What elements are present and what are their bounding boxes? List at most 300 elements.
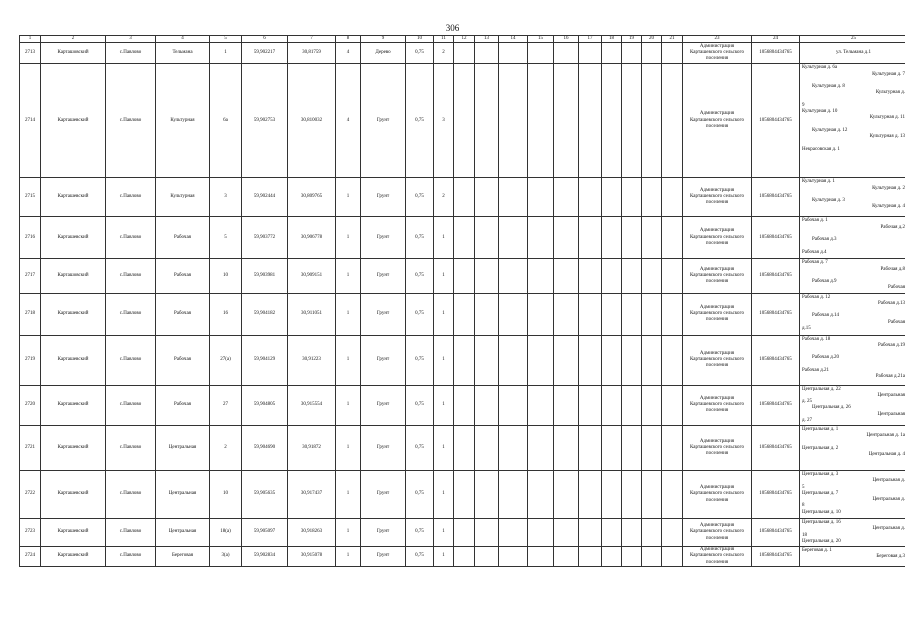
table-cell: Карташевский xyxy=(41,519,106,547)
table-cell: 30,909151 xyxy=(288,259,336,293)
address-line: ул. Тельмана д.1 xyxy=(836,50,871,56)
empty-cell xyxy=(528,426,554,471)
empty-cell xyxy=(499,547,528,567)
empty-cell xyxy=(622,519,642,547)
empty-cell xyxy=(528,217,554,259)
table-cell: с.Павлово xyxy=(106,426,156,471)
address-line: Центральная д. 10 xyxy=(802,509,841,515)
address-line: Центральная д. 7 xyxy=(802,490,839,496)
table-cell: 0,75 xyxy=(406,64,434,178)
organization-cell: Администрация Карташевского сельского поселения xyxy=(683,426,752,471)
table-cell: 3(а) xyxy=(210,547,242,567)
empty-cell xyxy=(528,471,554,519)
empty-cell xyxy=(602,217,622,259)
empty-cell xyxy=(528,385,554,426)
table-cell: 1 xyxy=(434,385,454,426)
empty-cell xyxy=(454,519,475,547)
table-cell: 1 xyxy=(336,471,361,519)
empty-cell xyxy=(475,519,499,547)
empty-cell xyxy=(662,519,683,547)
table-cell: Карташевский xyxy=(41,335,106,385)
column-number: 19 xyxy=(622,36,642,43)
address-line: Рабочая д. 12 xyxy=(802,294,831,300)
table-cell: Грунт xyxy=(361,519,406,547)
registration-number-cell: 1056804434765 xyxy=(752,64,800,178)
address-line: Рабочая д.2 xyxy=(880,224,905,230)
empty-cell xyxy=(602,519,622,547)
table-cell: Рабочая xyxy=(156,217,210,259)
address-line: 5 xyxy=(802,484,805,490)
column-number: 23 xyxy=(683,36,752,43)
table-cell: Карташевский xyxy=(41,293,106,335)
table-cell: 2722 xyxy=(20,471,41,519)
empty-cell xyxy=(642,217,662,259)
table-cell: 59,904129 xyxy=(242,335,288,385)
served-addresses-cell xyxy=(800,178,905,217)
address-line: Рабочая д.4 xyxy=(802,249,827,255)
address-line: Культурная д. 13 xyxy=(869,134,905,139)
served-addresses-cell xyxy=(800,426,905,471)
table-cell: 2719 xyxy=(20,335,41,385)
table-cell: 0,75 xyxy=(406,547,434,567)
empty-cell xyxy=(475,64,499,178)
empty-cell xyxy=(602,64,622,178)
organization-cell: Администрация Карташевского сельского поселения xyxy=(683,471,752,519)
table-cell: с.Павлово xyxy=(106,64,156,178)
table-cell: 30,917437 xyxy=(288,471,336,519)
empty-cell xyxy=(602,335,622,385)
registration-number-cell: 1056804434765 xyxy=(752,385,800,426)
table-cell: 1 xyxy=(434,547,454,567)
address-line: Центральная д. 1а xyxy=(866,433,905,439)
empty-cell xyxy=(579,64,602,178)
table-row xyxy=(20,519,905,547)
address-line: Центральная д. 3 xyxy=(802,472,839,477)
address-line: Некрасовская д. 1 xyxy=(802,146,840,152)
address-line: Центральная д. 22 xyxy=(802,386,841,392)
table-cell: 1 xyxy=(336,519,361,547)
empty-cell xyxy=(454,471,475,519)
empty-cell xyxy=(662,426,683,471)
served-addresses-cell xyxy=(800,259,905,293)
table-row xyxy=(20,64,905,178)
table-cell: Рабочая xyxy=(156,293,210,335)
column-number: 21 xyxy=(662,36,683,43)
organization-cell: Администрация Карташевского сельского поселения xyxy=(683,547,752,567)
empty-cell xyxy=(662,64,683,178)
empty-cell xyxy=(554,178,579,217)
address-line: д.15 xyxy=(802,325,811,331)
empty-cell xyxy=(528,64,554,178)
empty-cell xyxy=(602,43,622,64)
table-cell: с.Павлово xyxy=(106,519,156,547)
empty-cell xyxy=(579,471,602,519)
column-number: 20 xyxy=(642,36,662,43)
empty-cell xyxy=(499,217,528,259)
address-line: Центральная д. xyxy=(872,526,905,532)
column-number: 25 xyxy=(800,36,905,43)
column-number: 10 xyxy=(406,36,434,43)
organization-cell: Администрация Карташевского сельского поселения xyxy=(683,217,752,259)
table-cell: 1 xyxy=(434,335,454,385)
address-line: Культурная д. 11 xyxy=(869,115,905,121)
table-cell: 0,75 xyxy=(406,43,434,64)
table-cell: 2716 xyxy=(20,217,41,259)
table-cell: 2 xyxy=(434,43,454,64)
organization-cell: Администрация Карташевского сельского поселения xyxy=(683,178,752,217)
table-cell: Карташевский xyxy=(41,217,106,259)
column-number: 15 xyxy=(528,36,554,43)
empty-cell xyxy=(642,64,662,178)
table-cell: Грунт xyxy=(361,385,406,426)
empty-cell xyxy=(454,178,475,217)
table-cell: с.Павлово xyxy=(106,471,156,519)
empty-cell xyxy=(499,64,528,178)
table-cell: 59,902444 xyxy=(242,178,288,217)
address-line: Рабочая д. 7 xyxy=(802,260,828,266)
table-cell: Грунт xyxy=(361,217,406,259)
table-cell: Рабочая xyxy=(156,335,210,385)
table-cell: 0,75 xyxy=(406,471,434,519)
address-line: Рабочая д.3 xyxy=(812,237,837,242)
empty-cell xyxy=(475,217,499,259)
empty-cell xyxy=(475,547,499,567)
address-line: Рабочая д. 1 xyxy=(802,218,828,224)
empty-cell xyxy=(579,385,602,426)
table-cell: 1 xyxy=(336,385,361,426)
empty-cell xyxy=(475,471,499,519)
empty-cell xyxy=(579,217,602,259)
table-cell: Карташовский xyxy=(41,43,106,64)
address-line: Рабочая д.21а xyxy=(875,374,905,379)
empty-cell xyxy=(662,43,683,64)
table-cell: с.Павлово xyxy=(106,259,156,293)
address-line: Культурная д. 4 xyxy=(872,204,905,210)
empty-cell xyxy=(499,259,528,293)
table-cell: 0,75 xyxy=(406,259,434,293)
empty-cell xyxy=(499,385,528,426)
empty-cell xyxy=(499,335,528,385)
table-cell: 0,75 xyxy=(406,426,434,471)
column-number: 12 xyxy=(454,36,475,43)
address-line: 8 xyxy=(802,503,805,509)
table-cell: 59,902834 xyxy=(242,547,288,567)
empty-cell xyxy=(602,426,622,471)
table-cell: 1 xyxy=(336,178,361,217)
empty-cell xyxy=(499,426,528,471)
table-cell: 0,75 xyxy=(406,217,434,259)
address-line: Центральная д. xyxy=(872,497,905,502)
table-cell: с.Павлово xyxy=(106,43,156,64)
address-line: Рабочая д.14 xyxy=(812,313,839,319)
served-addresses-cell xyxy=(800,519,905,547)
empty-cell xyxy=(579,426,602,471)
empty-cell xyxy=(554,335,579,385)
address-line: Культурная д. 12 xyxy=(812,127,848,133)
column-number: 11 xyxy=(434,36,454,43)
address-line: Береговая д. 1 xyxy=(802,548,832,553)
empty-cell xyxy=(579,259,602,293)
empty-cell xyxy=(642,385,662,426)
empty-cell xyxy=(528,547,554,567)
table-cell: Береговая xyxy=(156,547,210,567)
empty-cell xyxy=(499,293,528,335)
organization-cell: Администрация Карташевского сельского поселения xyxy=(683,519,752,547)
address-line: Центральная д. 2 xyxy=(802,445,839,451)
empty-cell xyxy=(622,385,642,426)
address-line: Центральная д. 4 xyxy=(868,452,905,457)
empty-cell xyxy=(662,471,683,519)
table-cell: Карташевский xyxy=(41,547,106,567)
empty-cell xyxy=(662,385,683,426)
empty-cell xyxy=(528,519,554,547)
address-line: Береговая д.3 xyxy=(876,554,905,560)
table-cell: 3 xyxy=(434,64,454,178)
table-cell: 1 xyxy=(336,335,361,385)
empty-cell xyxy=(602,547,622,567)
empty-cell xyxy=(622,178,642,217)
empty-cell xyxy=(454,259,475,293)
empty-cell xyxy=(554,43,579,64)
empty-cell xyxy=(622,43,642,64)
table-cell: 2 xyxy=(434,178,454,217)
empty-cell xyxy=(579,519,602,547)
address-line: Рабочая д.9 xyxy=(812,279,837,284)
table-cell: 59,904805 xyxy=(242,385,288,426)
table-cell: 1 xyxy=(434,471,454,519)
empty-cell xyxy=(622,217,642,259)
column-number: 1 xyxy=(20,36,41,43)
empty-cell xyxy=(622,335,642,385)
empty-cell xyxy=(642,335,662,385)
empty-cell xyxy=(642,471,662,519)
empty-cell xyxy=(454,293,475,335)
empty-cell xyxy=(622,259,642,293)
table-cell: 30,915078 xyxy=(288,547,336,567)
table-cell: Грунт xyxy=(361,259,406,293)
address-line: Центральная д. 20 xyxy=(802,538,841,544)
served-addresses-cell xyxy=(800,385,905,426)
address-line: д. 25 xyxy=(802,399,813,404)
table-cell: 4 xyxy=(336,43,361,64)
empty-cell xyxy=(554,519,579,547)
empty-cell xyxy=(554,217,579,259)
address-line: Рабочая д.21 xyxy=(802,367,829,373)
table-cell: 0,75 xyxy=(406,335,434,385)
column-number: 17 xyxy=(579,36,602,43)
table-cell: Грунт xyxy=(361,178,406,217)
column-number-row xyxy=(20,36,905,43)
served-addresses-cell xyxy=(800,217,905,259)
column-number: 5 xyxy=(210,36,242,43)
table-cell: Грунт xyxy=(361,471,406,519)
empty-cell xyxy=(662,259,683,293)
column-number: 8 xyxy=(336,36,361,43)
empty-cell xyxy=(622,64,642,178)
table-cell: 4 xyxy=(336,64,361,178)
column-number: 4 xyxy=(156,36,210,43)
empty-cell xyxy=(554,547,579,567)
address-line: Центральная д. 16 xyxy=(802,520,841,525)
registration-number-cell: 1056804434765 xyxy=(752,293,800,335)
table-cell: Рабочая xyxy=(156,259,210,293)
table-row xyxy=(20,178,905,217)
table-cell: с.Павлово xyxy=(106,547,156,567)
registration-number-cell: 1056804434765 xyxy=(752,43,800,64)
empty-cell xyxy=(579,335,602,385)
table-cell: 1 xyxy=(336,259,361,293)
organization-cell: Администрация Карташевского сельского поселения xyxy=(683,293,752,335)
served-addresses-cell xyxy=(800,43,905,64)
column-number: 14 xyxy=(499,36,528,43)
empty-cell xyxy=(528,259,554,293)
column-number: 7 xyxy=(288,36,336,43)
table-cell: 0,75 xyxy=(406,519,434,547)
organization-cell: Администрация Карташевского сельского поселения xyxy=(683,259,752,293)
empty-cell xyxy=(475,43,499,64)
column-number: 2 xyxy=(41,36,106,43)
table-cell: 1 xyxy=(434,217,454,259)
empty-cell xyxy=(499,178,528,217)
table-cell: 10 xyxy=(210,259,242,293)
table-row xyxy=(20,293,905,335)
table-cell: 2717 xyxy=(20,259,41,293)
empty-cell xyxy=(499,519,528,547)
empty-cell xyxy=(602,178,622,217)
empty-cell xyxy=(642,547,662,567)
table-cell: Карташевский xyxy=(41,178,106,217)
address-line: Центральная д. 1 xyxy=(802,427,839,432)
organization-cell: Администрация Карташевского сельского поселения xyxy=(683,64,752,178)
table-cell: Грунт xyxy=(361,64,406,178)
served-addresses-cell xyxy=(800,64,905,178)
table-cell: Дерево xyxy=(361,43,406,64)
empty-cell xyxy=(579,43,602,64)
table-cell: 2720 xyxy=(20,385,41,426)
empty-cell xyxy=(475,385,499,426)
table-cell: с.Павлово xyxy=(106,178,156,217)
table-cell: с.Павлово xyxy=(106,335,156,385)
registration-number-cell: 1056804434765 xyxy=(752,217,800,259)
empty-cell xyxy=(602,259,622,293)
empty-cell xyxy=(642,426,662,471)
empty-cell xyxy=(454,426,475,471)
column-number: 18 xyxy=(602,36,622,43)
empty-cell xyxy=(554,259,579,293)
empty-cell xyxy=(475,178,499,217)
table-cell: Грунт xyxy=(361,547,406,567)
table-cell: Рабочая xyxy=(156,385,210,426)
served-addresses-cell xyxy=(800,335,905,385)
table-cell: 30,810032 xyxy=(288,64,336,178)
column-number: 24 xyxy=(752,36,800,43)
served-addresses-cell xyxy=(800,547,905,567)
table-cell: 30,918263 xyxy=(288,519,336,547)
column-number: 6 xyxy=(242,36,288,43)
empty-cell xyxy=(454,385,475,426)
address-line: Культурная д. xyxy=(875,90,905,96)
table-cell: Карташовский xyxy=(41,259,106,293)
table-cell: 27 xyxy=(210,385,242,426)
address-line: Культурная д. 2 xyxy=(872,185,905,191)
address-line: Культурная д. 6а xyxy=(802,65,838,71)
table-cell: Тельмана xyxy=(156,43,210,64)
table-cell: 1 xyxy=(434,426,454,471)
organization-cell: Администрация Карташевского сельского поселения xyxy=(683,43,752,64)
table-cell: 2723 xyxy=(20,519,41,547)
registration-number-cell: 1056804434765 xyxy=(752,519,800,547)
empty-cell xyxy=(554,64,579,178)
empty-cell xyxy=(475,335,499,385)
empty-cell xyxy=(642,293,662,335)
table-cell: 0,75 xyxy=(406,293,434,335)
organization-cell: Администрация Карташевского сельского поселения xyxy=(683,335,752,385)
column-number: 16 xyxy=(554,36,579,43)
empty-cell xyxy=(454,335,475,385)
table-cell: Культурная xyxy=(156,64,210,178)
table-row xyxy=(20,43,905,64)
table-cell: Центральная xyxy=(156,519,210,547)
registration-number-cell: 1056804434765 xyxy=(752,335,800,385)
empty-cell xyxy=(454,547,475,567)
empty-cell xyxy=(579,178,602,217)
table-cell: 0,75 xyxy=(406,385,434,426)
table-cell: 2 xyxy=(210,426,242,471)
empty-cell xyxy=(662,335,683,385)
table-cell: 1 xyxy=(336,217,361,259)
empty-cell xyxy=(475,259,499,293)
empty-cell xyxy=(642,519,662,547)
empty-cell xyxy=(454,217,475,259)
table-cell: 59,902753 xyxy=(242,64,288,178)
table-cell: 30,91872 xyxy=(288,426,336,471)
empty-cell xyxy=(499,471,528,519)
table-row xyxy=(20,426,905,471)
empty-cell xyxy=(454,43,475,64)
empty-cell xyxy=(602,471,622,519)
table-cell: 27(а) xyxy=(210,335,242,385)
table-cell: 1 xyxy=(336,426,361,471)
table-cell: 2718 xyxy=(20,293,41,335)
empty-cell xyxy=(499,43,528,64)
table-cell: 59,905097 xyxy=(242,519,288,547)
table-cell: 16 xyxy=(210,293,242,335)
organization-cell: Администрация Карташевского сельского поселения xyxy=(683,385,752,426)
empty-cell xyxy=(662,547,683,567)
address-line: Центральная xyxy=(877,411,905,417)
table-cell: Карташевский xyxy=(41,426,106,471)
table-cell: 59,905635 xyxy=(242,471,288,519)
address-line: Рабочая д.13 xyxy=(878,300,905,306)
empty-cell xyxy=(528,43,554,64)
empty-cell xyxy=(579,547,602,567)
table-body xyxy=(20,43,905,567)
empty-cell xyxy=(475,426,499,471)
table-cell: 0,75 xyxy=(406,178,434,217)
table-cell: с.Павлово xyxy=(106,385,156,426)
table-cell: Центральная xyxy=(156,471,210,519)
empty-cell xyxy=(622,547,642,567)
table-cell: 1 xyxy=(434,293,454,335)
table-row xyxy=(20,335,905,385)
page-number: 306 xyxy=(445,23,460,33)
registration-number-cell: 1056804434765 xyxy=(752,547,800,567)
table-cell: с.Павлово xyxy=(106,293,156,335)
address-line: Культурная д. 10 xyxy=(802,109,838,114)
table-cell: 10 xyxy=(210,471,242,519)
empty-cell xyxy=(642,259,662,293)
table-cell: 18(а) xyxy=(210,519,242,547)
